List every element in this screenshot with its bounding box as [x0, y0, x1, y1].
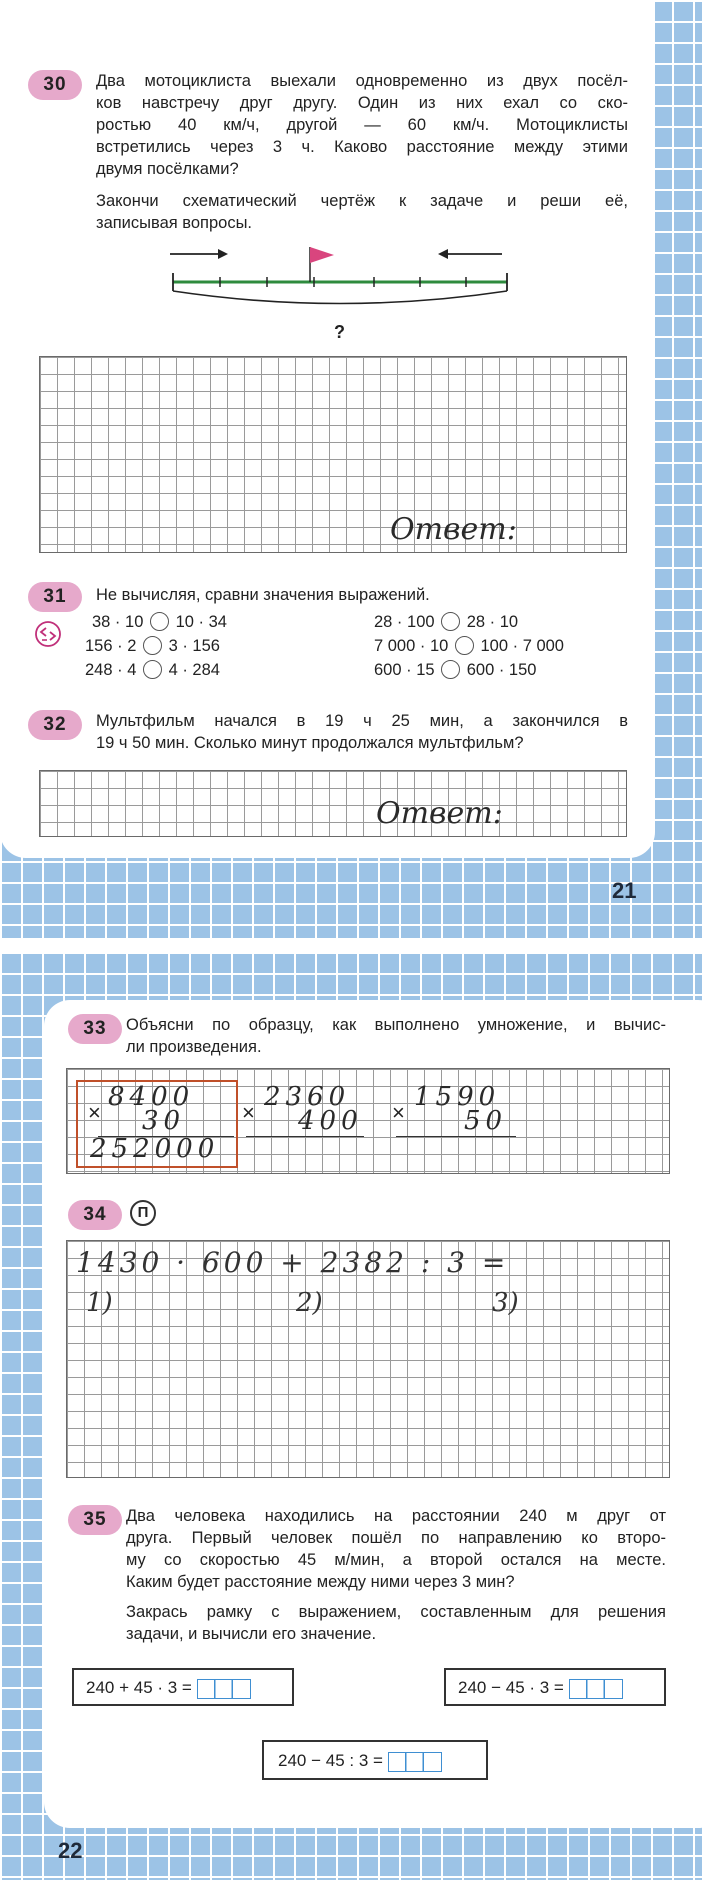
task-30-grid[interactable] — [39, 356, 627, 553]
compare-circle[interactable] — [455, 636, 474, 655]
answer-cells[interactable] — [388, 1752, 442, 1772]
compare-row: 28 · 100 28 · 10 — [374, 613, 519, 631]
compare-circle[interactable] — [441, 660, 460, 679]
distance-brace — [173, 291, 507, 304]
compare-row: 248 · 4 4 · 284 — [85, 661, 220, 679]
step-2-label: 2) — [296, 1288, 323, 1318]
task-32-number: 32 — [28, 710, 82, 740]
option-frame-3[interactable]: 240 − 45 : 3 = — [262, 1740, 488, 1780]
compare-row: 600 · 15 600 · 150 — [374, 661, 537, 679]
distance-question: ? — [334, 322, 345, 342]
task-34-number: 34 — [68, 1200, 122, 1230]
task-35-number: 35 — [68, 1505, 122, 1535]
task-32-grid[interactable] — [39, 770, 627, 837]
compare-circle[interactable] — [441, 612, 460, 631]
compare-row: 38 · 10 10 · 34 — [92, 613, 227, 631]
task-32-answer-label: Ответ: — [376, 796, 503, 831]
task-33-text: Объясни по образцу, как выполнено умножение, и вычис- ли произведения. — [126, 1016, 666, 1056]
option-frame-1[interactable]: 240 + 45 · 3 = — [72, 1668, 294, 1706]
page-21 — [0, 0, 702, 938]
extra-task-badge: П — [130, 1200, 156, 1226]
task-33-number: 33 — [68, 1014, 122, 1044]
compare-circle[interactable] — [143, 660, 162, 679]
flag-icon — [310, 247, 334, 263]
page-22 — [0, 952, 702, 1880]
task-35-text: Два человека находились на расстоянии 240 м друг от друга. Первый человек пошёл по направлению ко второ- му со скоростью 45 м/мин, а второй остался на месте. Каким будет расстояние между ними через 3 мин? Закрась рамку с выражением, составленным для решения задачи, и вычисли его значение. — [126, 1507, 666, 1643]
option-frame-2[interactable]: 240 − 45 · 3 = — [444, 1668, 666, 1706]
task-30-answer-label: Ответ: — [390, 512, 517, 547]
task-30-number: 30 — [28, 70, 82, 100]
step-3-label: 3) — [492, 1288, 519, 1318]
compare-circle[interactable] — [150, 612, 169, 631]
page-21-card — [0, 0, 655, 858]
task-30-diagram — [160, 242, 520, 322]
answer-cells[interactable] — [197, 1679, 251, 1699]
compare-circle[interactable] — [143, 636, 162, 655]
page-number-22: 22 — [58, 1838, 83, 1863]
task-32-text: Мультфильм начался в 19 ч 25 мин, а закончился в 19 ч 50 мин. Сколько минут продолжался мультфильм? — [96, 712, 628, 752]
task-31-text: Не вычисляя, сравни значения выражений. — [96, 586, 430, 604]
answer-cells[interactable] — [569, 1679, 623, 1699]
step-1-label: 1) — [86, 1288, 113, 1318]
task-31-number: 31 — [28, 582, 82, 612]
task-30-text: Два мотоциклиста выехали одновременно из двух посёл- ков навстречу друг другу. Один из них ехал со ско- ростью 40 км/ч, другой — 60 км/ч. Мотоциклисты встретились через 3 ч. Каково расстояние между этими двумя посёлками? Закончи схематический чертёж к задаче и реши её, записывая вопросы. — [96, 72, 628, 232]
compare-row: 156 · 2 3 · 156 — [85, 637, 220, 655]
page-number-21: 21 — [612, 878, 637, 903]
task-34-expression: 1430 · 600 + 2382 : 3 = — [76, 1246, 510, 1279]
page-divider — [0, 938, 702, 952]
compare-row: 7 000 · 10 100 · 7 000 — [374, 637, 564, 655]
page-22-card: 33 Объясни по образцу, как выполнено умножение, и вычис- ли произведения. × 8400 30 252000 × 2360 400 × 1590 50 34 П 1430 · 600 + 2382 : 3 = 1) 2) 3) 35 Два человека находились на расстоянии 240 м друг от друга. Первый человек пошёл по направлению ко второ- му со скоростью 45 м/мин, а второй остался на месте. Каким будет расстояние между ними через 3 мин? Закрась рамку с выражением, составленным для решения задачи, и вычисли его значение. 240 + 45 · 3 = 240 − 45 · 3 = 240 − 45 : 3 = — [44, 1000, 702, 1828]
compare-icon — [34, 620, 62, 648]
